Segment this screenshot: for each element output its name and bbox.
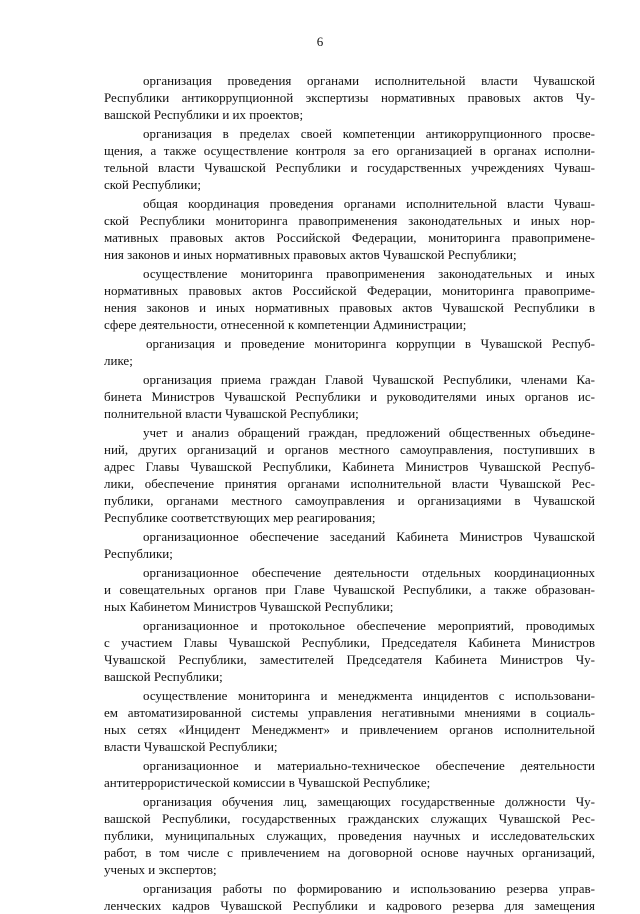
text-line: работ, в том числе с привлечением на договорной основе научных организаций, <box>104 845 595 860</box>
text-line: вашской Республики и их проектов; <box>104 107 304 122</box>
text-line: антитеррористической комиссии в Чувашской Республике; <box>104 775 431 790</box>
text-line: Республики; <box>104 546 173 561</box>
text-line: вашской Республики, государственных гражданских служащих Чувашской Рес- <box>104 811 595 826</box>
text-line: мативных правовых актов Российской Федерации, мониторинга правопримене- <box>104 230 595 245</box>
text-line: организационное и материально-техническое обеспечение деятельности <box>143 758 595 773</box>
text-line: ний, других организаций и органов местного самоуправления, поступивших в <box>104 442 595 457</box>
text-line: организация проведения органами исполнительной власти Чувашской <box>143 73 595 88</box>
text-line: организация приема граждан Главой Чувашской Республики, членами Ка- <box>143 372 595 387</box>
text-line: ской Республики; <box>104 177 201 192</box>
text-line: сфере деятельности, отнесенной к компетенции Администрации; <box>104 317 467 332</box>
text-line: нормативных правовых актов Российской Федерации, мониторинга правоприме- <box>104 283 595 298</box>
text-line: адрес Главы Чувашской Республики, Кабинета Министров Чувашской Респуб- <box>104 459 595 474</box>
text-line: организация в пределах своей компетенции антикоррупционного просве- <box>143 126 595 141</box>
text-line: публики, органами местного самоуправления и организациями в Чувашской <box>104 493 595 508</box>
text-line: тельной власти Чувашской Республики и государственных учреждениях Чуваш- <box>104 160 595 175</box>
text-line: организационное обеспечение деятельности отдельных координационных <box>143 565 595 580</box>
text-line: щения, а также осуществление контроля за его организацией в органах исполни- <box>104 143 595 158</box>
text-line: ных сетях «Инцидент Менеджмент» и привлечением органов исполнительной <box>104 722 595 737</box>
page-number: 6 <box>316 34 324 49</box>
text-line: лики, обеспечение принятия органами исполнительной власти Чувашской Рес- <box>104 476 595 491</box>
text-line: бинета Министров Чувашской Республики и руководителями иных органов ис- <box>104 389 595 404</box>
text-line: с участием Главы Чувашской Республики, Председателя Кабинета Министров <box>104 635 595 650</box>
text-line: осуществление мониторинга правоприменения законодательных и иных <box>143 266 595 281</box>
text-line: организационное обеспечение заседаний Кабинета Министров Чувашской <box>143 529 595 544</box>
text-line: ния законов и иных нормативных правовых актов Чувашской Республики; <box>104 247 517 262</box>
text-line: организационное и протокольное обеспечение мероприятий, проводимых <box>143 618 595 633</box>
text-line: Республики антикоррупционной экспертизы нормативных правовых актов Чу- <box>104 90 595 105</box>
text-line: нения законов и иных нормативных правовых актов Чувашской Республики в <box>104 300 595 315</box>
text-line: полнительной власти Чувашской Республики; <box>104 406 359 421</box>
text-line: ской Республики мониторинга правоприменения законодательных и иных нор- <box>104 213 595 228</box>
text-line: ученых и экспертов; <box>104 862 217 877</box>
text-line: Республике соответствующих мер реагирования; <box>104 510 376 525</box>
text-line: организация и проведение мониторинга коррупции в Чувашской Респуб- <box>146 336 595 351</box>
text-line: осуществление мониторинга и менеджмента инцидентов с использовани- <box>143 688 595 703</box>
text-line: лике; <box>104 353 133 368</box>
text-line: общая координация проведения органами исполнительной власти Чуваш- <box>143 196 595 211</box>
text-line: публики, муниципальных служащих, проведения научных и исследовательских <box>104 828 595 843</box>
text-line: ем автоматизированной системы управления негативными мнениями в социаль- <box>104 705 595 720</box>
text-line: организация работы по формированию и использованию резерва управ- <box>143 881 595 896</box>
text-line: ных Кабинетом Министров Чувашской Республики; <box>104 599 394 614</box>
text-line: вашской Республики; <box>104 669 223 684</box>
text-line: организация обучения лиц, замещающих государственные должности Чу- <box>143 794 595 809</box>
text-line: власти Чувашской Республики; <box>104 739 278 754</box>
text-line: учет и анализ обращений граждан, предложений общественных объедине- <box>143 425 595 440</box>
text-line: и совещательных органов при Главе Чувашской Республики, а также образован- <box>104 582 595 597</box>
text-line: ленческих кадров Чувашской Республики и кадрового резерва для замещения <box>104 898 595 913</box>
text-line: Чувашской Республики, заместителей Председателя Кабинета Министров Чу- <box>104 652 595 667</box>
